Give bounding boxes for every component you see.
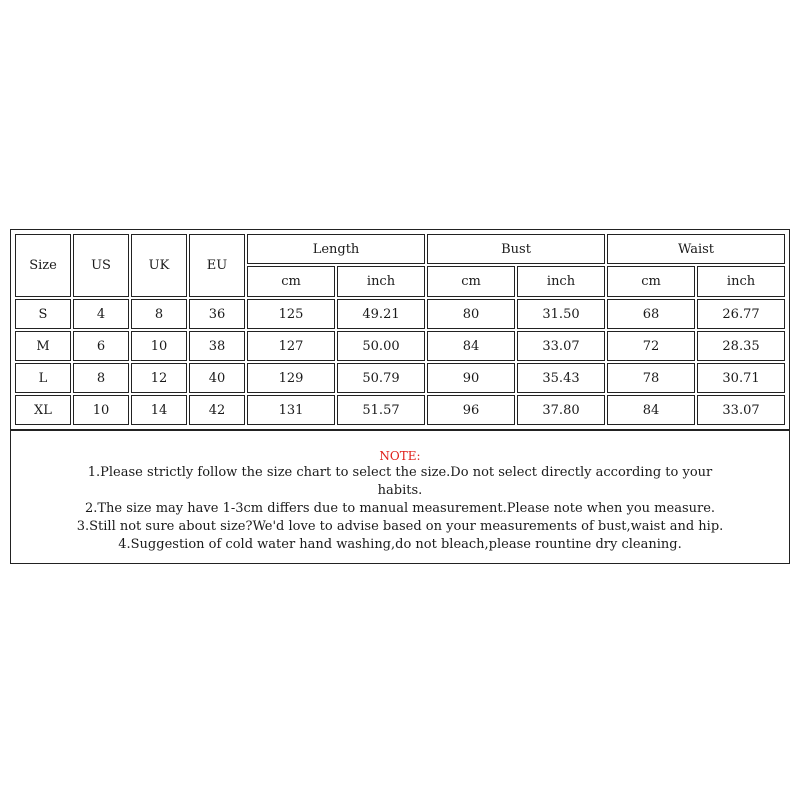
cell-us: 4 — [73, 299, 129, 329]
cell-size: XL — [15, 395, 71, 425]
cell-bust-cm: 96 — [427, 395, 515, 425]
cell-bust-inch: 31.50 — [517, 299, 605, 329]
cell-us: 6 — [73, 331, 129, 361]
table-row — [15, 331, 785, 361]
header-size: Size — [15, 234, 71, 297]
cell-eu: 38 — [189, 331, 245, 361]
header-eu: EU — [189, 234, 245, 297]
cell-uk: 12 — [131, 363, 187, 393]
note-line-2: 2.The size may have 1-3cm differs due to manual measurement.Please note when you measure. — [84, 501, 716, 516]
cell-waist-cm: 72 — [607, 331, 695, 361]
cell-size: S — [15, 299, 71, 329]
cell-us: 10 — [73, 395, 129, 425]
cell-waist-inch: 28.35 — [697, 331, 785, 361]
cell-bust-inch: 33.07 — [517, 331, 605, 361]
cell-waist-inch: 30.71 — [697, 363, 785, 393]
unit-length-inch: inch — [337, 266, 425, 297]
table-row — [15, 363, 785, 393]
cell-length-cm: 129 — [247, 363, 335, 393]
table-row — [15, 395, 785, 425]
header-waist: Waist — [607, 234, 785, 264]
cell-uk: 8 — [131, 299, 187, 329]
header-bust: Bust — [427, 234, 605, 264]
cell-us: 8 — [73, 363, 129, 393]
size-table-frame — [10, 229, 790, 430]
unit-length-cm: cm — [247, 266, 335, 297]
cell-waist-cm: 78 — [607, 363, 695, 393]
cell-uk: 14 — [131, 395, 187, 425]
header-us: US — [73, 234, 129, 297]
unit-waist-cm: cm — [607, 266, 695, 297]
cell-length-cm: 127 — [247, 331, 335, 361]
cell-eu: 36 — [189, 299, 245, 329]
cell-waist-cm: 68 — [607, 299, 695, 329]
cell-bust-cm: 80 — [427, 299, 515, 329]
cell-bust-inch: 37.80 — [517, 395, 605, 425]
cell-length-inch: 50.00 — [337, 331, 425, 361]
unit-bust-cm: cm — [427, 266, 515, 297]
size-table — [13, 232, 787, 427]
cell-waist-inch: 33.07 — [697, 395, 785, 425]
header-length: Length — [247, 234, 425, 264]
cell-bust-cm: 84 — [427, 331, 515, 361]
cell-length-inch: 51.57 — [337, 395, 425, 425]
cell-waist-cm: 84 — [607, 395, 695, 425]
note-line-1-cont: habits. — [377, 483, 423, 498]
cell-uk: 10 — [131, 331, 187, 361]
cell-bust-inch: 35.43 — [517, 363, 605, 393]
cell-bust-cm: 90 — [427, 363, 515, 393]
header-row-groups — [15, 234, 785, 264]
cell-size: M — [15, 331, 71, 361]
cell-length-inch: 49.21 — [337, 299, 425, 329]
note-line-3: 3.Still not sure about size?We'd love to advise based on your measurements of bust,waist and hip. — [76, 519, 724, 534]
header-uk: UK — [131, 234, 187, 297]
unit-bust-inch: inch — [517, 266, 605, 297]
note-title: NOTE: — [379, 449, 421, 463]
notes-box — [10, 430, 790, 564]
table-row — [15, 299, 785, 329]
cell-eu: 40 — [189, 363, 245, 393]
cell-length-cm: 131 — [247, 395, 335, 425]
size-chart — [10, 229, 790, 564]
cell-waist-inch: 26.77 — [697, 299, 785, 329]
unit-waist-inch: inch — [697, 266, 785, 297]
note-line-1: 1.Please strictly follow the size chart to select the size.Do not select directly according to your — [87, 465, 713, 480]
cell-length-inch: 50.79 — [337, 363, 425, 393]
cell-size: L — [15, 363, 71, 393]
cell-eu: 42 — [189, 395, 245, 425]
note-line-4: 4.Suggestion of cold water hand washing,do not bleach,please rountine dry cleaning. — [118, 537, 682, 552]
cell-length-cm: 125 — [247, 299, 335, 329]
